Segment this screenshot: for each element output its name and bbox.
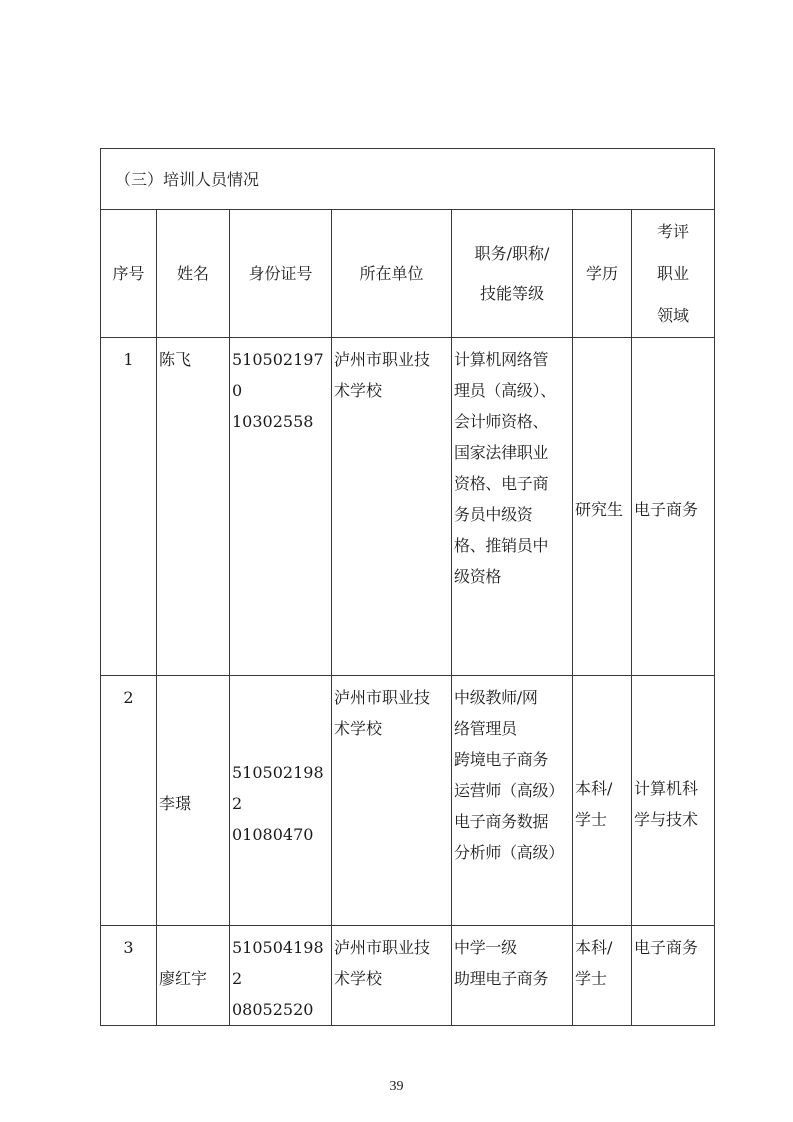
title-line: 分析师（高级） — [454, 843, 564, 862]
id-line: 5105021982 — [232, 763, 324, 813]
row-title — [452, 676, 573, 926]
title-line: 务员中级资 — [454, 505, 533, 524]
field-line: 计算机科 — [634, 778, 699, 798]
id-line: 08052520 — [232, 1000, 314, 1019]
row-name: 廖红宇 — [157, 926, 230, 1026]
id-line: 5105021970 — [232, 350, 324, 400]
row-unit — [332, 338, 452, 676]
row-unit — [332, 676, 452, 926]
header-seq: 序号 — [101, 210, 157, 338]
row-name: 李璟 — [157, 676, 230, 926]
row-field — [632, 676, 715, 926]
row-field — [632, 338, 715, 676]
row-id — [230, 676, 332, 926]
title-line: 国家法律职业 — [454, 443, 549, 462]
title-line: 络管理员 — [454, 719, 517, 738]
title-line: 跨境电子商务 — [454, 750, 549, 769]
edu-line: 本科/ — [575, 938, 613, 957]
title-line: 资格、电子商 — [454, 474, 549, 493]
unit-line: 术学校 — [334, 719, 383, 738]
title-line: 中学一级 — [454, 938, 517, 957]
row-id — [230, 338, 332, 676]
row-edu — [573, 926, 632, 1026]
id-line: 01080470 — [232, 825, 314, 844]
title-line: 助理电子商务 — [454, 969, 549, 988]
row-title — [452, 926, 573, 1026]
trainee-table — [100, 148, 715, 1026]
edu-line: 学士 — [575, 969, 608, 988]
row-unit — [332, 926, 452, 1026]
field-line: 电子商务 — [634, 500, 699, 519]
title-line: 电子商务数据 — [454, 812, 549, 831]
header-unit: 所在单位 — [332, 210, 452, 338]
header-field-line: 考评 — [657, 221, 690, 241]
title-line: 运营师（高级） — [454, 781, 564, 800]
header-field — [632, 210, 715, 338]
row-name: 陈飞 — [157, 338, 230, 676]
table-row — [101, 926, 715, 1026]
header-field-line: 领域 — [657, 305, 690, 325]
unit-line: 泸州市职业技 — [334, 350, 431, 369]
field-line: 电子商务 — [634, 938, 699, 957]
section-title: （三）培训人员情况 — [101, 149, 715, 210]
row-id — [230, 926, 332, 1026]
field-line: 学与技术 — [634, 809, 699, 829]
row-title — [452, 338, 573, 676]
row-seq: 3 — [101, 926, 157, 1026]
title-line: 级资格 — [454, 567, 502, 586]
edu-line: 本科/ — [575, 778, 613, 798]
title-line: 格、推销员中 — [454, 536, 549, 555]
header-row — [101, 210, 715, 338]
header-id: 身份证号 — [230, 210, 332, 338]
id-line: 5105041982 — [232, 938, 324, 988]
header-title — [452, 210, 573, 338]
table-row — [101, 676, 715, 926]
row-edu — [573, 338, 632, 676]
title-line: 会计师资格、 — [454, 412, 549, 431]
edu-line: 学士 — [575, 809, 608, 829]
title-line: 理员（高级）、 — [454, 381, 556, 400]
edu-line: 研究生 — [575, 500, 624, 519]
unit-line: 泸州市职业技 — [334, 688, 431, 707]
unit-line: 术学校 — [334, 969, 383, 988]
row-seq: 2 — [101, 676, 157, 926]
id-line: 10302558 — [232, 412, 314, 431]
header-name: 姓名 — [157, 210, 230, 338]
row-field — [632, 926, 715, 1026]
header-title-line: 技能等级 — [479, 283, 544, 303]
header-title-line: 职务/职称/ — [474, 243, 550, 263]
unit-line: 术学校 — [334, 381, 383, 400]
title-line: 中级教师/网 — [454, 688, 538, 707]
unit-line: 泸州市职业技 — [334, 938, 431, 957]
row-seq: 1 — [101, 338, 157, 676]
row-edu — [573, 676, 632, 926]
title-line: 计算机网络管 — [454, 350, 549, 369]
page-number: 39 — [389, 1079, 404, 1094]
table-row — [101, 338, 715, 676]
header-edu: 学历 — [573, 210, 632, 338]
header-field-line: 职业 — [657, 263, 690, 283]
